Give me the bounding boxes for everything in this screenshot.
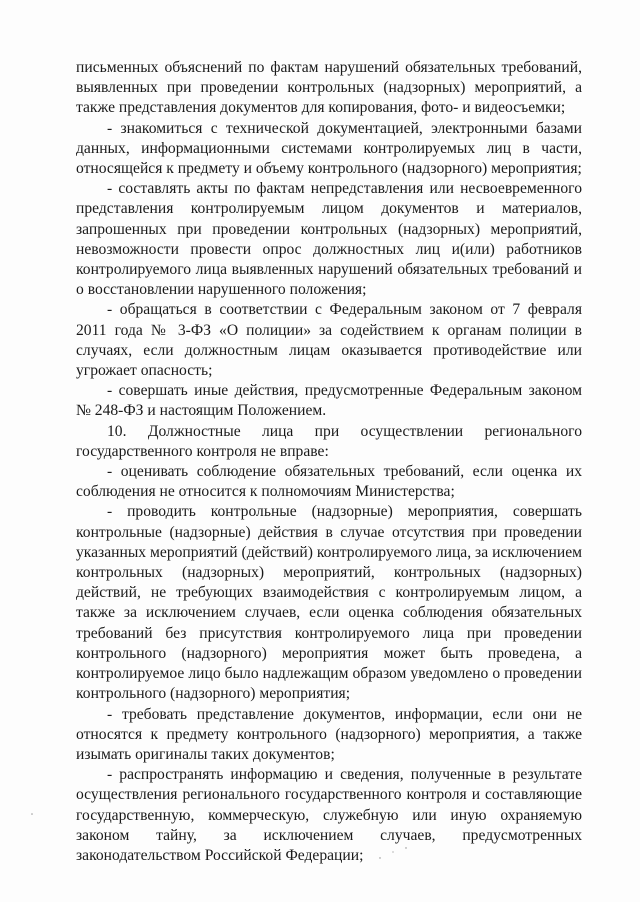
paragraph-8: - проводить контрольные (надзорные) мероприятия, совершать контрольные (надзорные) действия в случае отсутствия при проведении указанных мероприятий (действий) контролируемого лица, за исключением контрольных (надзорных) мероприятий, контрольных (надзорных) действий, не требующих взаимодействия с контролируемым лицом, а также за исключением случаев, если оценка соблюдения обязательных требований без присутствия контролируемого лица при проведении контрольного (надзорного) мероприятия может быть проведена, а контролируемое лицо было надлежащим образом уведомлено о проведении контрольного (надзорного) мероприятия;: [76, 503, 582, 703]
paragraph-9: - требовать представление документов, информации, если они не относятся к предмету контрольного (надзорного) мероприятия, а также изымать оригиналы таких документов;: [76, 705, 582, 763]
paragraph-6: 10. Должностные лица при осуществлении регионального государственного контроля не вправе:: [76, 422, 582, 460]
paragraph-10: - распространять информацию и сведения, полученные в результате осуществления регионального государственного контроля и составляющие государственную, коммерческую, служебную или иную охраняемую законом тайну, за исключением случаев, предусмотренных законодательством Российской Федерации;: [76, 766, 582, 864]
paragraph-5: - совершать иные действия, предусмотренные Федеральным законом № 248-ФЗ и настоящим Положением.: [76, 382, 582, 420]
document-body: [76, 58, 582, 866]
paragraph-2: - знакомиться с технической документацией, электронными базами данных, информационными системами контролируемых лиц в части, относящейся к предмету и объему контрольного (надзорного) мероприятия;: [76, 119, 582, 178]
paragraph-1: письменных объяснений по фактам нарушений обязательных требований, выявленных при проведении контрольных (надзорных) мероприятий, а также представления документов для копирования, фото- и видеосъемки;: [76, 59, 582, 117]
paragraph-7: - оценивать соблюдение обязательных требований, если оценка их соблюдения не относится к полномочиям Министерства;: [76, 463, 582, 501]
paragraph-4: - обращаться в соответствии с Федеральным законом от 7 февраля 2011 года № 3-ФЗ «О полиции» за содействием к органам полиции в случаях, если должностным лицам оказывается противодействие или угрожает опасность;: [76, 301, 582, 380]
paragraph-3: - составлять акты по фактам непредставления или несвоевременного представления контролируемым лицом документов и материалов, запрошенных при проведении контрольных (надзорных) мероприятий, невозможности провести опрос должностных лиц и(или) работников контролируемого лица выявленных нарушений обязательных требований и о восстановлении нарушенного положения;: [76, 180, 582, 299]
